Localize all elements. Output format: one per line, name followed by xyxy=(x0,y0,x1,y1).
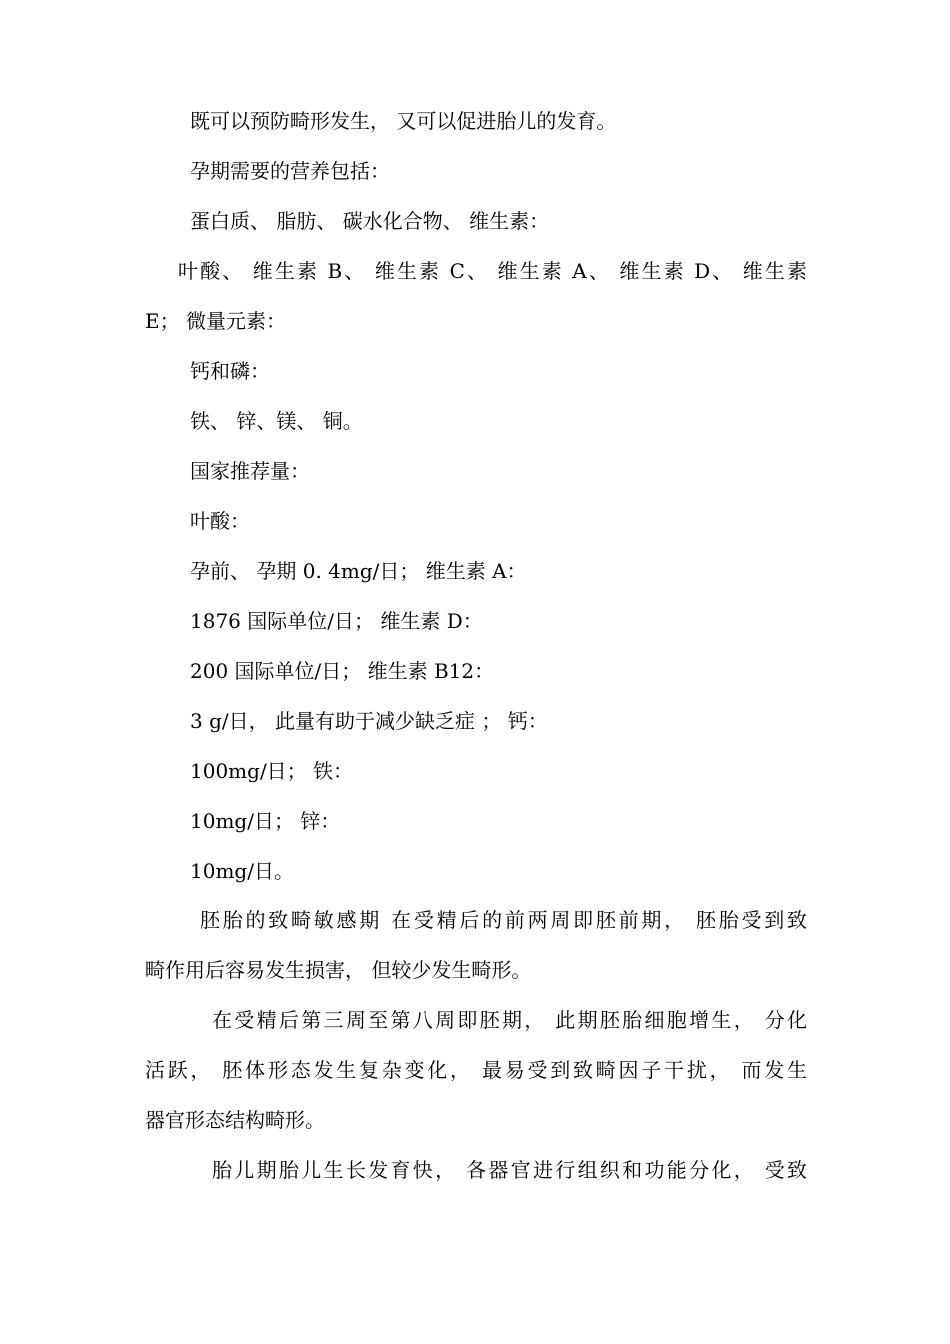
text-line: 既可以预防畸形发生， 又可以促进胎儿的发育。 xyxy=(190,109,617,133)
text-line: 3 g/日， 此量有助于减少缺乏症 ； 钙： xyxy=(190,709,548,733)
text-line: 铁、 锌、镁、 铜。 xyxy=(190,409,363,433)
text-line: 200 国际单位/日； 维生素 B12： xyxy=(190,659,495,683)
text-line: 叶酸： xyxy=(190,509,250,533)
text-line: 器官形态结构畸形。 xyxy=(145,1108,325,1132)
text-line: 活跃， 胚体形态发生复杂变化， 最易受到致畸因子干扰， 而发生 xyxy=(145,1058,807,1082)
text-line: 蛋白质、 脂肪、 碳水化合物、 维生素： xyxy=(190,209,550,233)
text-line: 1876 国际单位/日； 维生素 D： xyxy=(190,609,483,633)
text-line: 孕期需要的营养包括： xyxy=(190,159,390,183)
text-line: 10mg/日。 xyxy=(190,859,294,883)
text-line: 100mg/日； 铁： xyxy=(190,759,354,783)
text-line: 叶酸、 维生素 B、 维生素 C、 维生素 A、 维生素 D、 维生素 xyxy=(178,259,807,283)
text-line: 畸作用后容易发生损害， 但较少发生畸形。 xyxy=(145,958,532,982)
text-line: E； 微量元素： xyxy=(145,309,286,333)
text-line: 胎儿期胎儿生长发育快， 各器官进行组织和功能分化， 受致 xyxy=(212,1158,807,1182)
text-line: 国家推荐量： xyxy=(190,459,310,483)
text-line: 在受精后第三周至第八周即胚期， 此期胚胎细胞增生， 分化 xyxy=(212,1008,807,1032)
text-line: 10mg/日； 锌： xyxy=(190,809,341,833)
text-line: 孕前、 孕期 0. 4mg/日； 维生素 A： xyxy=(190,559,527,583)
text-line: 钙和磷： xyxy=(190,359,270,383)
text-line: 胚胎的致畸敏感期 在受精后的前两周即胚前期， 胚胎受到致 xyxy=(200,908,807,932)
